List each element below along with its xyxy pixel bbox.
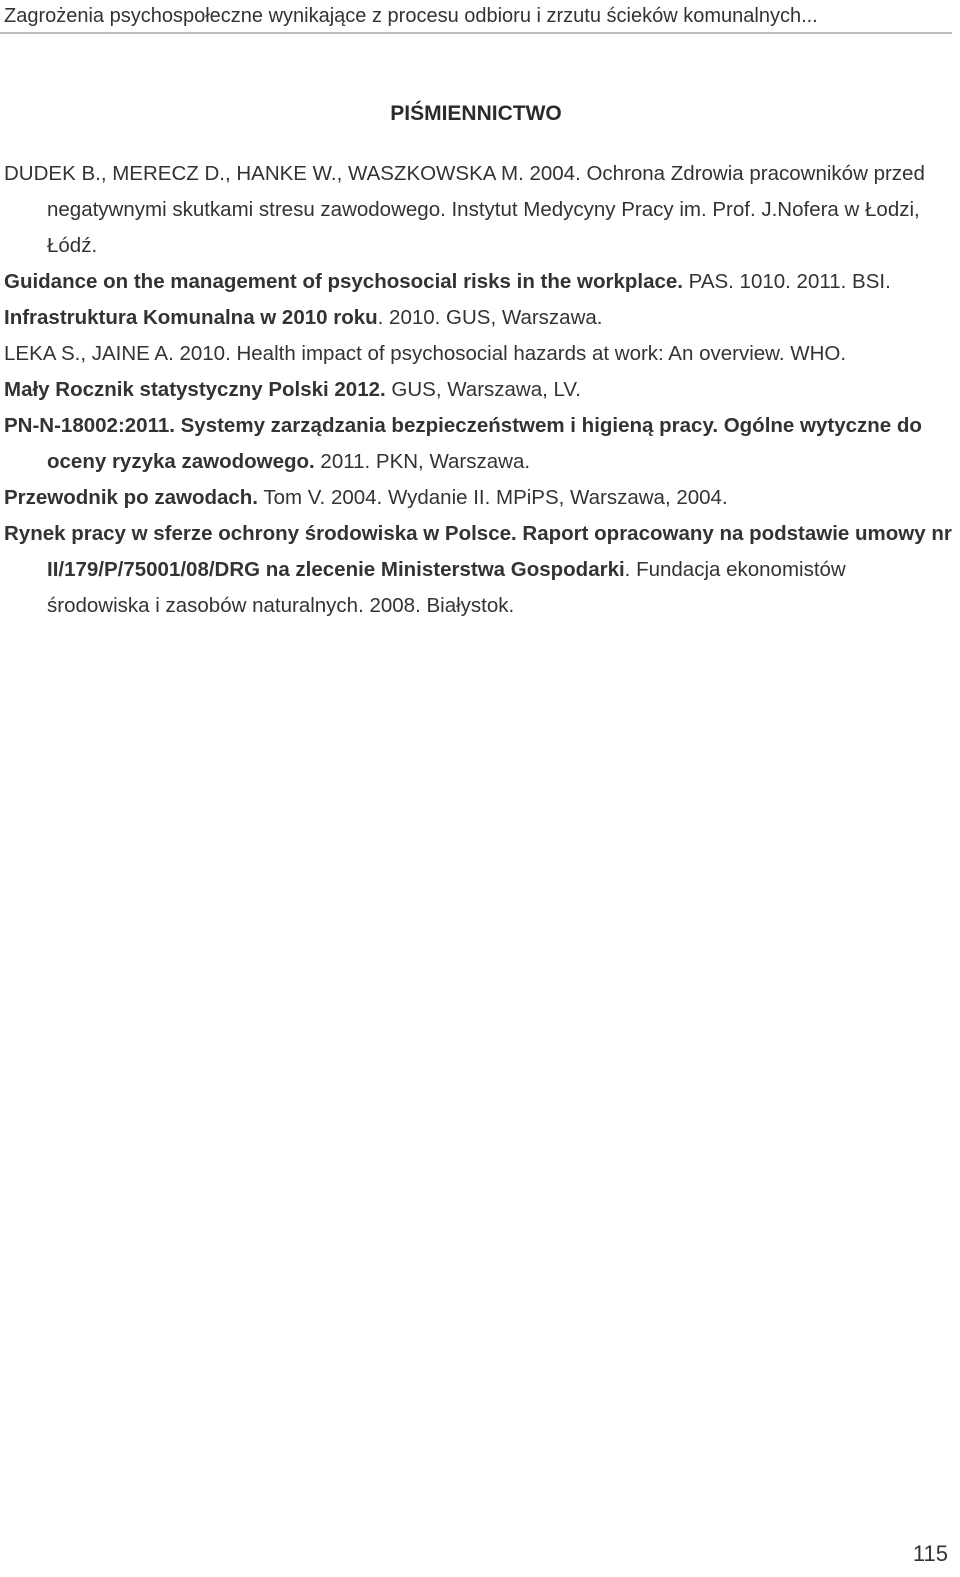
reference-text: GUS, Warszawa, LV.	[385, 378, 581, 401]
reference-text: DUDEK B., MERECZ D., HANKE W., WASZKOWSKA M. 2004. Ochrona Zdrowia pracowników przed negatywnymi skutkami stresu zawodowego. Instytut Medycyny Pracy im. Prof. J.Nofera w Łodzi, Łódź.	[4, 162, 925, 257]
reference-item	[4, 516, 952, 624]
reference-item	[4, 480, 952, 516]
reference-text: . Fundacja ekonomistów środowiska i zasobów naturalnych. 2008. Białystok.	[47, 558, 846, 617]
running-header: Zagrożenia psychospołeczne wynikające z procesu odbioru i zrzutu ścieków komunalnych...	[4, 5, 818, 27]
header-divider	[0, 32, 952, 34]
reference-text: LEKA S., JAINE A. 2010. Health impact of psychosocial hazards at work: An overview. WHO.	[4, 342, 847, 365]
reference-text: 2011. PKN, Warszawa.	[314, 450, 531, 473]
reference-item	[4, 372, 952, 408]
reference-item	[4, 300, 952, 336]
reference-title: Guidance on the management of psychosocial risks in the workplace.	[4, 270, 683, 293]
reference-text: PAS. 1010. 2011. BSI.	[682, 270, 891, 293]
reference-title: Infrastruktura Komunalna w 2010 roku	[4, 306, 378, 329]
reference-list	[4, 156, 952, 624]
reference-title: PN-N-18002:2011. Systemy zarządzania bezpieczeństwem i higieną pracy. Ogólne wytyczne do oceny ryzyka zawodowego.	[4, 414, 922, 473]
reference-title: Rynek pracy w sferze ochrony środowiska w Polsce. Raport opracowany na podstawie umowy nr II/179/P/75001/08/DRG na zlecenie Ministerstwa Gospodarki	[4, 522, 952, 581]
reference-text: Tom V. 2004. Wydanie II. MPiPS, Warszawa, 2004.	[258, 486, 728, 509]
reference-title: Przewodnik po zawodach.	[4, 486, 259, 509]
reference-item	[4, 408, 952, 480]
reference-item	[4, 156, 952, 264]
section-title: PIŚMIENNICTWO	[390, 102, 562, 125]
page-number: 115	[912, 1541, 948, 1566]
reference-text: . 2010. GUS, Warszawa.	[377, 306, 603, 329]
reference-item	[4, 336, 952, 372]
reference-item	[4, 264, 952, 300]
reference-title: Mały Rocznik statystyczny Polski 2012.	[4, 378, 386, 401]
